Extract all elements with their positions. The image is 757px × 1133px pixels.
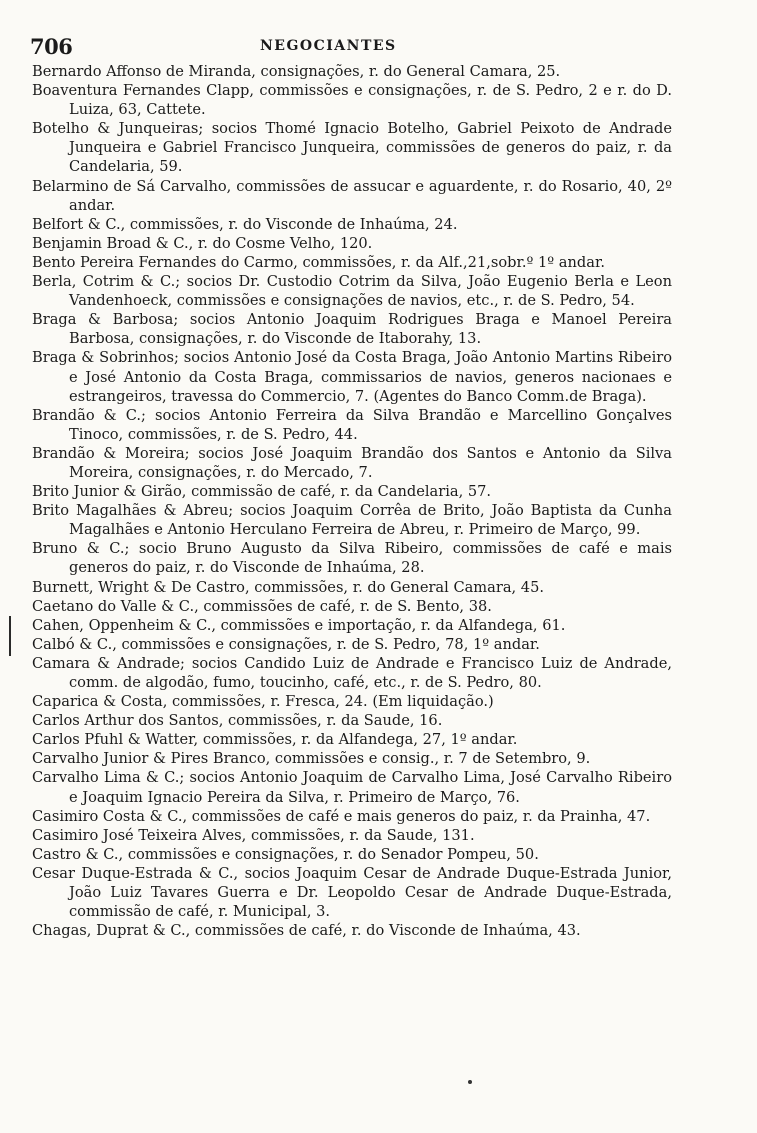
directory-entry: Cahen, Oppenheim & C., commissões e importação, r. da Alfandega, 61. [32,616,566,634]
directory-entry: Caetano do Valle & C., commissões de café, r. de S. Bento, 38. [32,597,492,615]
directory-entry: Belarmino de Sá Carvalho, commissões de assucar e aguardente, r. do Rosario, 40, 2º andar. [32,177,672,214]
directory-entry: Berla, Cotrim & C.; socios Dr. Custodio Cotrim da Silva, João Eugenio Berla e Leon Vandenhoeck, commissões e consignações de navios, etc., r. de S. Pedro, 54. [32,273,672,310]
directory-entry: Caparica & Costa, commissões, r. Fresca, 24. (Em liquidação.) [32,693,494,711]
directory-entry: Botelho & Junqueiras; socios Thomé Ignacio Botelho, Gabriel Peixoto de Andrade Junqueira e Gabriel Francisco Junqueira, commissões de generos do paiz, r. da Candelaria, 59. [32,120,672,176]
directory-entry: Brandão & Moreira; socios José Joaquim Brandão dos Santos e Antonio da Silva Moreira, consignações, r. do Mercado, 7. [32,444,672,481]
page-header [30,34,670,58]
running-head: NEGOCIANTES [260,38,397,54]
ink-dot [468,1080,472,1084]
directory-entry: Bruno & C.; socio Bruno Augusto da Silva Ribeiro, commissões de café e mais generos do paiz, r. do Visconde de Inhaúma, 28. [32,540,672,577]
directory-entry: Burnett, Wright & De Castro, commissões, r. do General Camara, 45. [32,578,545,596]
directory-entry: Chagas, Duprat & C., commissões de café, r. do Visconde de Inhaúma, 43. [32,922,581,940]
directory-entry: Braga & Barbosa; socios Antonio Joaquim Rodrigues Braga e Manoel Pereira Barbosa, consignações, r. do Visconde de Itaborahy, 13. [32,311,672,348]
directory-entry: Brito Junior & Girão, commissão de café, r. da Candelaria, 57. [32,483,492,501]
directory-entry: Carvalho Lima & C.; socios Antonio Joaquim de Carvalho Lima, José Carvalho Ribeiro e Joaquim Ignacio Pereira da Silva, r. Primeiro de Março, 76. [32,769,672,806]
directory-entry: Bernardo Affonso de Miranda, consignações, r. do General Camara, 25. [32,63,561,80]
directory-entry: Carlos Arthur dos Santos, commissões, r. da Saude, 16. [32,712,443,730]
directory-entry: Casimiro José Teixeira Alves, commissões, r. da Saude, 131. [32,826,475,844]
directory-entries [32,62,672,940]
directory-entry: Carlos Pfuhl & Watter, commissões, r. da Alfandega, 27, 1º andar. [32,731,518,749]
directory-entry: Brandão & C.; socios Antonio Ferreira da Silva Brandão e Marcellino Gonçalves Tinoco, commissões, r. de S. Pedro, 44. [32,406,672,443]
page-number: 706 [30,34,73,59]
directory-entry: Carvalho Junior & Pires Branco, commissões e consig., r. 7 de Setembro, 9. [32,750,591,768]
margin-mark [9,616,11,656]
directory-entry: Casimiro Costa & C., commissões de café e mais generos do paiz, r. da Prainha, 47. [32,807,651,825]
directory-entry: Boaventura Fernandes Clapp, commissões e consignações, r. de S. Pedro, 2 e r. do D. Luiza, 63, Cattete. [32,82,672,119]
directory-entry: Cesar Duque-Estrada & C., socios Joaquim Cesar de Andrade Duque-Estrada Junior, João Luiz Tavares Guerra e Dr. Leopoldo Cesar de Andrade Duque-Estrada, commissão de café, r. Municipal, 3. [32,864,672,921]
directory-entry: Castro & C., commissões e consignações, r. do Senador Pompeu, 50. [32,845,539,863]
directory-entry: Braga & Sobrinhos; socios Antonio José da Costa Braga, João Antonio Martins Ribeiro e José Antonio da Costa Braga, commissarios de navios, generos nacionaes e estrangeiros, travessa do Commercio, 7. (Agentes do Banco Comm.de Braga). [32,349,672,405]
directory-entry: Camara & Andrade; socios Candido Luiz de Andrade e Francisco Luiz de Andrade, comm. de algodão, fumo, toucinho, café, etc., r. de S. Pedro, 80. [32,654,672,691]
directory-entry: Brito Magalhães & Abreu; socios Joaquim Corrêa de Brito, João Baptista da Cunha Magalhães e Antonio Herculano Ferreira de Abreu, r. Primeiro de Março, 99. [32,502,672,539]
directory-entry: Benjamin Broad & C., r. do Cosme Velho, 120. [32,234,373,252]
directory-entry: Calbó & C., commissões e consignações, r. de S. Pedro, 78, 1º andar. [32,635,540,653]
directory-entry: Belfort & C., commissões, r. do Visconde de Inhaúma, 24. [32,215,458,233]
directory-entry: Bento Pereira Fernandes do Carmo, commissões, r. da Alf.,21,sobr.º 1º andar. [32,253,605,271]
